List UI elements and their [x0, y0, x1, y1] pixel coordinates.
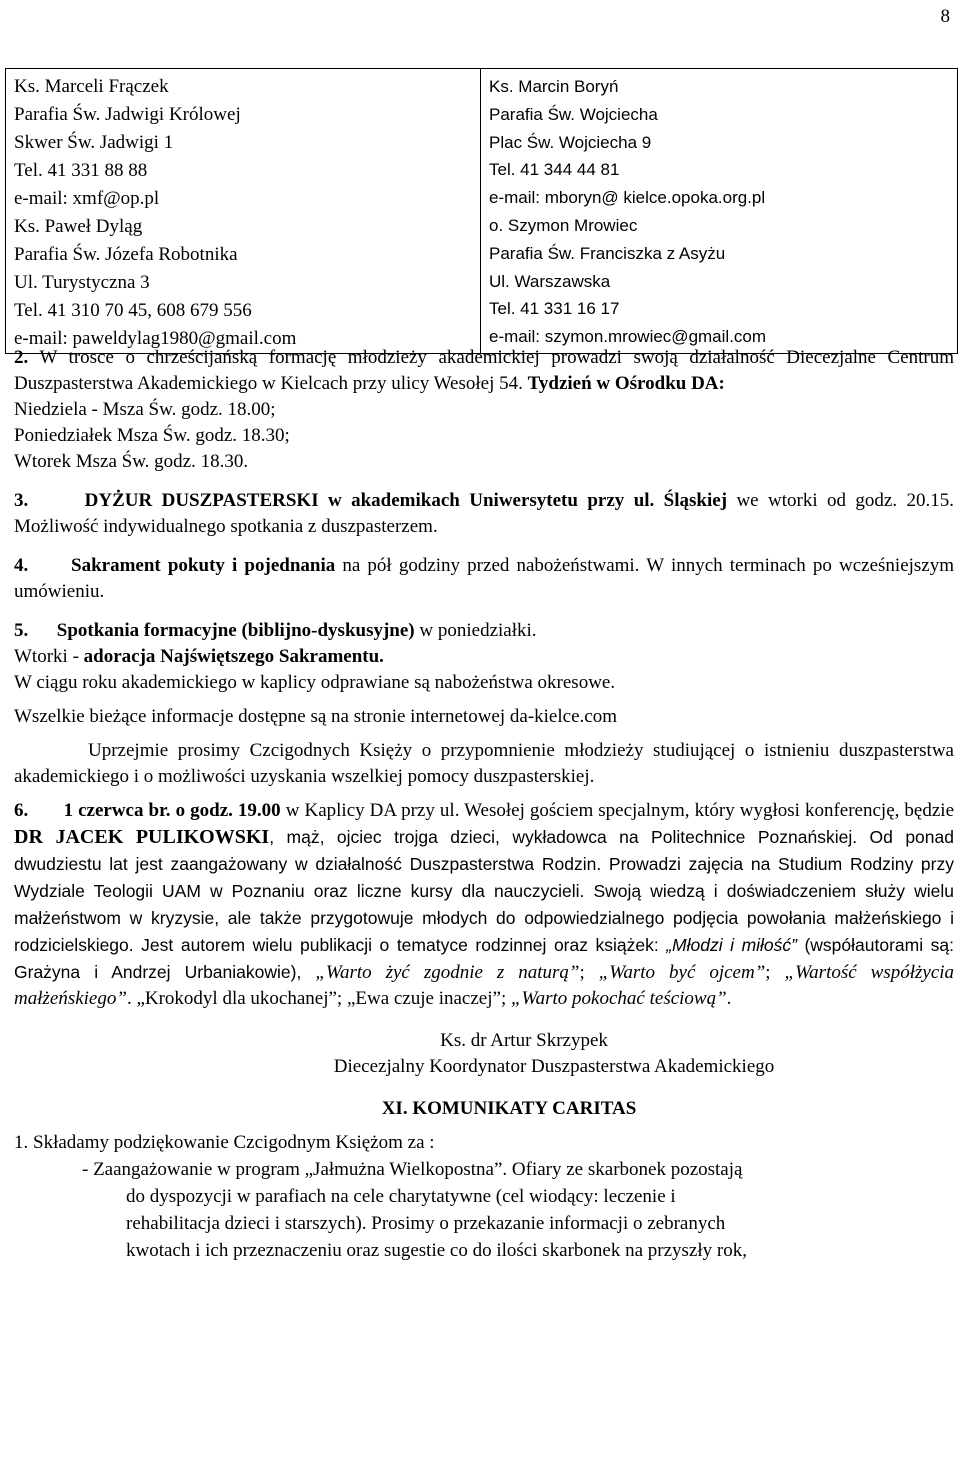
contact-line: Plac Św. Wojciecha 9 — [489, 132, 652, 152]
caritas-heading: XI. KOMUNIKATY CARITAS — [381, 1098, 637, 1119]
event-date: 1 czerwca br. o godz. 19.00 — [63, 800, 281, 821]
contact-line: Parafia Św. Wojciecha — [489, 104, 658, 124]
week-title: Tydzień w Ośrodku DA: — [527, 373, 725, 394]
contact-line: Ks. Marcin Boryń — [489, 77, 619, 96]
section-5 — [14, 618, 954, 644]
section-bold: Sakrament pokuty i pojednania — [71, 555, 336, 576]
separator: ; — [765, 962, 771, 983]
contact-line: Parafia Św. Jadwigi Królowej — [14, 104, 241, 125]
contact-line: Tel. 41 310 70 45, 608 679 556 — [14, 300, 252, 321]
caritas-subitem-line: rehabilitacja dzieci i starszych). Prosimy o przekazanie informacji o zebranych — [126, 1213, 726, 1234]
contact-line: Parafia Św. Franciszka z Asyżu — [489, 243, 726, 263]
section-number: 2. — [14, 347, 29, 368]
section-text: w poniedziałki. — [419, 620, 537, 641]
tuesday-adoration: adoracja Najświętszego Sakramentu. — [83, 646, 384, 667]
schedule-line: Poniedziałek Msza Św. godz. 18.30; — [14, 425, 290, 446]
book-title: „Warto pokochać teściową” — [510, 988, 727, 1009]
contacts-left-cell — [6, 69, 481, 354]
section-6 — [14, 798, 954, 1012]
section-number: 5. — [14, 620, 29, 641]
book-title: „Wartość współżycia małżeńskiego” — [14, 962, 955, 1009]
contact-line: Ks. Marceli Frączek — [14, 76, 169, 97]
guest-bio: , mąż, ojciec trojga dzieci, wykładowca na Politechnice Poznańskiej. Od ponad dwudziestu lat jest zaangażowany w działalność Duszpasterstwa Rodzin. Prowadzi zajęcia na Studium Rodziny przy Wydziale Teologii UAM w Poznaniu oraz liczne kursy dla nauczycieli. Swoją wiedzą i doświadczeniem służy wielu małżeństwom w kryzysie, ale także przygotowuje młodych do odpowiedzialnego podjęcia powołania małżeńskiego i rodzicielskiego. Jest autorem wielu publikacji o tematyce rodzinnej oraz książek: — [14, 827, 954, 955]
academic-year-line: W ciągu roku akademickiego w kaplicy odprawiane są nabożeństwa okresowe. — [14, 672, 616, 693]
contact-line: e-mail: mboryn@ kielce.opoka.org.pl — [489, 188, 766, 208]
tuesday-line — [14, 644, 954, 670]
tuesday-label: Wtorki - — [14, 646, 79, 667]
signature-name: Ks. dr Artur Skrzypek — [440, 1030, 608, 1051]
section-number: 3. — [14, 490, 29, 511]
contact-line: Tel. 41 331 16 17 — [489, 299, 620, 319]
contact-line: Ul. Turystyczna 3 — [14, 272, 150, 293]
section-bold: DYŻUR DUSZPASTERSKI w akademikach Uniwersytetu przy ul. Śląskiej — [84, 490, 728, 511]
contact-line: Tel. 41 331 88 88 — [14, 160, 148, 181]
section-number: 6. — [14, 800, 29, 821]
contact-line: Parafia Św. Józefa Robotnika — [14, 244, 238, 265]
book-title: „Warto żyć zgodnie z naturą” — [315, 962, 580, 983]
section-4 — [14, 553, 954, 605]
contact-line: e-mail: xmf@op.pl — [14, 188, 160, 209]
caritas-subitem-line: do dyspozycji w parafiach na cele charytatywne (cel wiodący: leczenie i — [126, 1186, 676, 1207]
caritas-subitem-line: kwotach i ich przeznaczeniu oraz sugestie co do ilości skarbonek na przyszły rok, — [126, 1240, 747, 1261]
contact-line: o. Szymon Mrowiec — [489, 215, 638, 235]
book-title: „Krokodyl dla ukochanej” — [136, 988, 337, 1009]
appeal-paragraph: Uprzejmie prosimy Czcigodnych Księży o przypomnienie młodzieży studiującej o istnieniu duszpasterstwa akademickiego i o możliwości uzyskania wszelkiej pomocy duszpasterskiej. — [14, 740, 954, 787]
book-note: (współautorami są: Grażyna i Andrzej Urbaniakowie), — [14, 935, 954, 982]
section-bold: Spotkania formacyjne (biblijno-dyskusyjne) — [56, 620, 415, 641]
section-text: we wtorki od godz. 20.15. Możliwość indywidualnego spotkania z duszpasterzem. — [14, 490, 955, 537]
contacts-right-cell — [481, 69, 958, 354]
schedule-line: Niedziela - Msza Św. godz. 18.00; — [14, 399, 276, 420]
contacts-table — [5, 68, 958, 354]
book-title: „Warto być ojcem” — [598, 962, 766, 983]
book-title: „Ewa czuje inaczej” — [346, 988, 501, 1009]
schedule-line: Wtorek Msza Św. godz. 18.30. — [14, 451, 249, 472]
contact-line: Skwer Św. Jadwigi 1 — [14, 132, 174, 153]
signature-role: Diecezjalny Koordynator Duszpasterstwa Akademickiego — [333, 1056, 775, 1077]
book-title: „Młodzi i miłość” — [666, 935, 797, 955]
contact-line: Ul. Warszawska — [489, 271, 611, 291]
contact-line: Ks. Paweł Dyląg — [14, 216, 143, 237]
info-line: Wszelkie bieżące informacje dostępne są na stronie internetowej da-kielce.com — [14, 706, 617, 727]
separator: ; — [579, 962, 585, 983]
separator: ; — [500, 988, 507, 1009]
separator: ; — [336, 988, 343, 1009]
section-text: W trosce o chrześcijańską formację młodzieży akademickiej prowadzi swoją działalność Diecezjalne Centrum Duszpasterstwa Akademickiego w Kielcach przy ulicy Wesołej 54. — [14, 347, 954, 394]
section-text: na pół godziny przed nabożeństwami. W innych terminach po wcześniejszym umówieniu. — [14, 555, 955, 602]
page-number: 8 — [940, 6, 950, 27]
document-body — [14, 345, 954, 1264]
separator: . — [126, 988, 132, 1009]
section-number: 4. — [14, 555, 29, 576]
section-2 — [14, 345, 954, 397]
section-3 — [14, 488, 954, 540]
contact-line: Tel. 41 344 44 81 — [489, 160, 620, 180]
event-text: w Kaplicy DA przy ul. Wesołej gościem specjalnym, który wygłosi konferencję, będzie — [285, 800, 954, 821]
caritas-item: 1. Składamy podziękowanie Czcigodnym Księżom za : — [14, 1132, 435, 1153]
contact-line: e-mail: paweldylag1980@gmail.com — [14, 328, 297, 349]
caritas-subitem: - Zaangażowanie w program „Jałmużna Wielkopostna”. Ofiary ze skarbonek pozostają — [82, 1159, 743, 1180]
separator: . — [726, 988, 732, 1009]
guest-name: DR JACEK PULIKOWSKI — [14, 826, 270, 848]
contact-line: e-mail: szymon.mrowiec@gmail.com — [489, 327, 767, 347]
